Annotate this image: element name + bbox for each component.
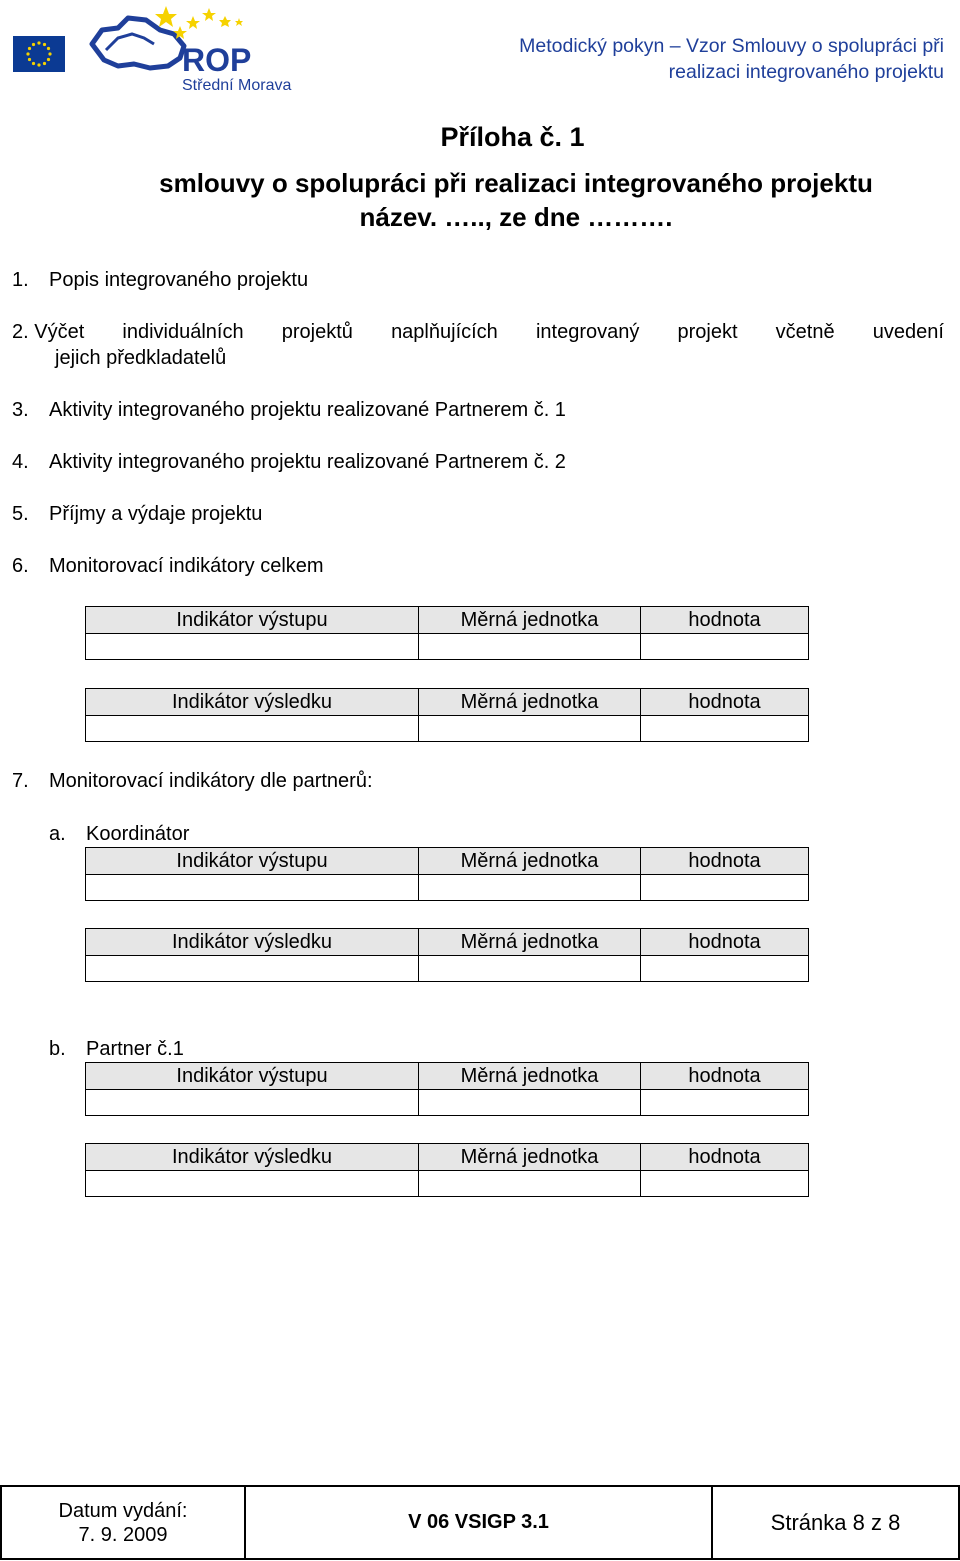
- result-indicators-table: [85, 1143, 809, 1197]
- footer-page-number: Stránka 8 z 8: [712, 1486, 959, 1559]
- sub-item-text: Partner č.1: [86, 1038, 184, 1060]
- output-indicators-table: [85, 606, 809, 660]
- column-header: Měrná jednotka: [419, 607, 641, 634]
- table-cell: [641, 1090, 809, 1116]
- contract-title: smlouvy o spolupráci při realizaci integrovaného projektu: [159, 168, 873, 198]
- contract-name-date: název. ….., ze dne ……….: [359, 202, 673, 232]
- table-cell: [419, 1171, 641, 1197]
- table-cell: [641, 875, 809, 901]
- item-text: Monitorovací indikátory dle partnerů:: [49, 770, 373, 792]
- table-cell: [419, 634, 641, 660]
- list-item: [12, 319, 944, 371]
- column-header: hodnota: [641, 1144, 809, 1171]
- table-cell: [641, 634, 809, 660]
- item-text: Popis integrovaného projektu: [49, 269, 309, 291]
- list-item: [12, 449, 566, 475]
- item-number: 4.: [12, 451, 29, 473]
- footer-date-cell: [1, 1486, 245, 1559]
- column-header: Měrná jednotka: [419, 848, 641, 875]
- item-number: 7.: [12, 770, 29, 792]
- output-indicators-table: [85, 1062, 809, 1116]
- item-word: projektů: [281, 321, 353, 343]
- item-text: Příjmy a výdaje projektu: [49, 503, 263, 525]
- item-text-continuation: jejich předkladatelů: [55, 347, 227, 369]
- item-word: individuálních: [122, 321, 244, 343]
- item-word: integrovaný: [535, 321, 640, 343]
- item-text: Monitorovací indikátory celkem: [49, 555, 324, 577]
- list-item: [12, 553, 324, 579]
- sub-item-letter: a.: [49, 823, 66, 845]
- table-cell: [86, 956, 419, 982]
- table-cell: [641, 956, 809, 982]
- output-indicators-table: [85, 847, 809, 901]
- list-item: [12, 768, 373, 794]
- list-item: [12, 267, 308, 293]
- eu-flag-logo: [13, 36, 65, 72]
- column-header: hodnota: [641, 1063, 809, 1090]
- column-header: hodnota: [641, 848, 809, 875]
- table-cell: [641, 1171, 809, 1197]
- item-number-with-first-word: 2. Výčet: [12, 321, 85, 343]
- column-header: Měrná jednotka: [419, 1063, 641, 1090]
- column-header: Indikátor výstupu: [86, 607, 419, 634]
- rop-logo: [88, 4, 293, 94]
- table-cell: [419, 956, 641, 982]
- document-header: [519, 33, 944, 85]
- footer-date-value: 7. 9. 2009: [78, 1523, 168, 1546]
- footer-version: V 06 VSIGP 3.1: [245, 1486, 712, 1559]
- sub-item: [49, 1037, 184, 1061]
- rop-logo-subtext: Střední Morava: [182, 77, 292, 94]
- item-word: včetně: [775, 321, 835, 343]
- table-cell: [86, 716, 419, 742]
- item-number: 5.: [12, 503, 29, 525]
- list-item: [12, 397, 566, 423]
- table-cell: [419, 716, 641, 742]
- rop-logo-text: ROP: [182, 42, 252, 78]
- item-word: uvedení: [872, 321, 944, 343]
- appendix-title: Příloha č. 1: [440, 122, 585, 152]
- column-header: Měrná jednotka: [419, 689, 641, 716]
- sub-item: [49, 822, 189, 846]
- table-cell: [419, 1090, 641, 1116]
- table-cell: [86, 634, 419, 660]
- item-number: 1.: [12, 269, 29, 291]
- footer-date-label: Datum vydání:: [58, 1499, 188, 1522]
- item-word: projekt: [677, 321, 738, 343]
- column-header: hodnota: [641, 689, 809, 716]
- table-cell: [86, 1171, 419, 1197]
- table-cell: [86, 875, 419, 901]
- header-line-2: realizaci integrovaného projektu: [668, 61, 944, 83]
- column-header: Indikátor výsledku: [86, 689, 419, 716]
- table-cell: [86, 1090, 419, 1116]
- column-header: Indikátor výstupu: [86, 1063, 419, 1090]
- result-indicators-table: [85, 688, 809, 742]
- column-header: Měrná jednotka: [419, 929, 641, 956]
- header-line-1: Metodický pokyn – Vzor Smlouvy o spolupráci při: [519, 35, 944, 57]
- result-indicators-table: [85, 928, 809, 982]
- column-header: hodnota: [641, 607, 809, 634]
- item-number: 6.: [12, 555, 29, 577]
- item-text: Aktivity integrovaného projektu realizované Partnerem č. 2: [49, 451, 566, 473]
- column-header: hodnota: [641, 929, 809, 956]
- item-number: 3.: [12, 399, 29, 421]
- list-item: [12, 501, 262, 527]
- page-footer: [0, 1485, 960, 1560]
- column-header: Měrná jednotka: [419, 1144, 641, 1171]
- table-cell: [641, 716, 809, 742]
- sub-item-text: Koordinátor: [86, 823, 190, 845]
- sub-item-letter: b.: [49, 1038, 66, 1060]
- column-header: Indikátor výsledku: [86, 1144, 419, 1171]
- item-word: naplňujících: [391, 321, 498, 343]
- table-cell: [419, 875, 641, 901]
- column-header: Indikátor výsledku: [86, 929, 419, 956]
- item-text: Aktivity integrovaného projektu realizované Partnerem č. 1: [49, 399, 566, 421]
- column-header: Indikátor výstupu: [86, 848, 419, 875]
